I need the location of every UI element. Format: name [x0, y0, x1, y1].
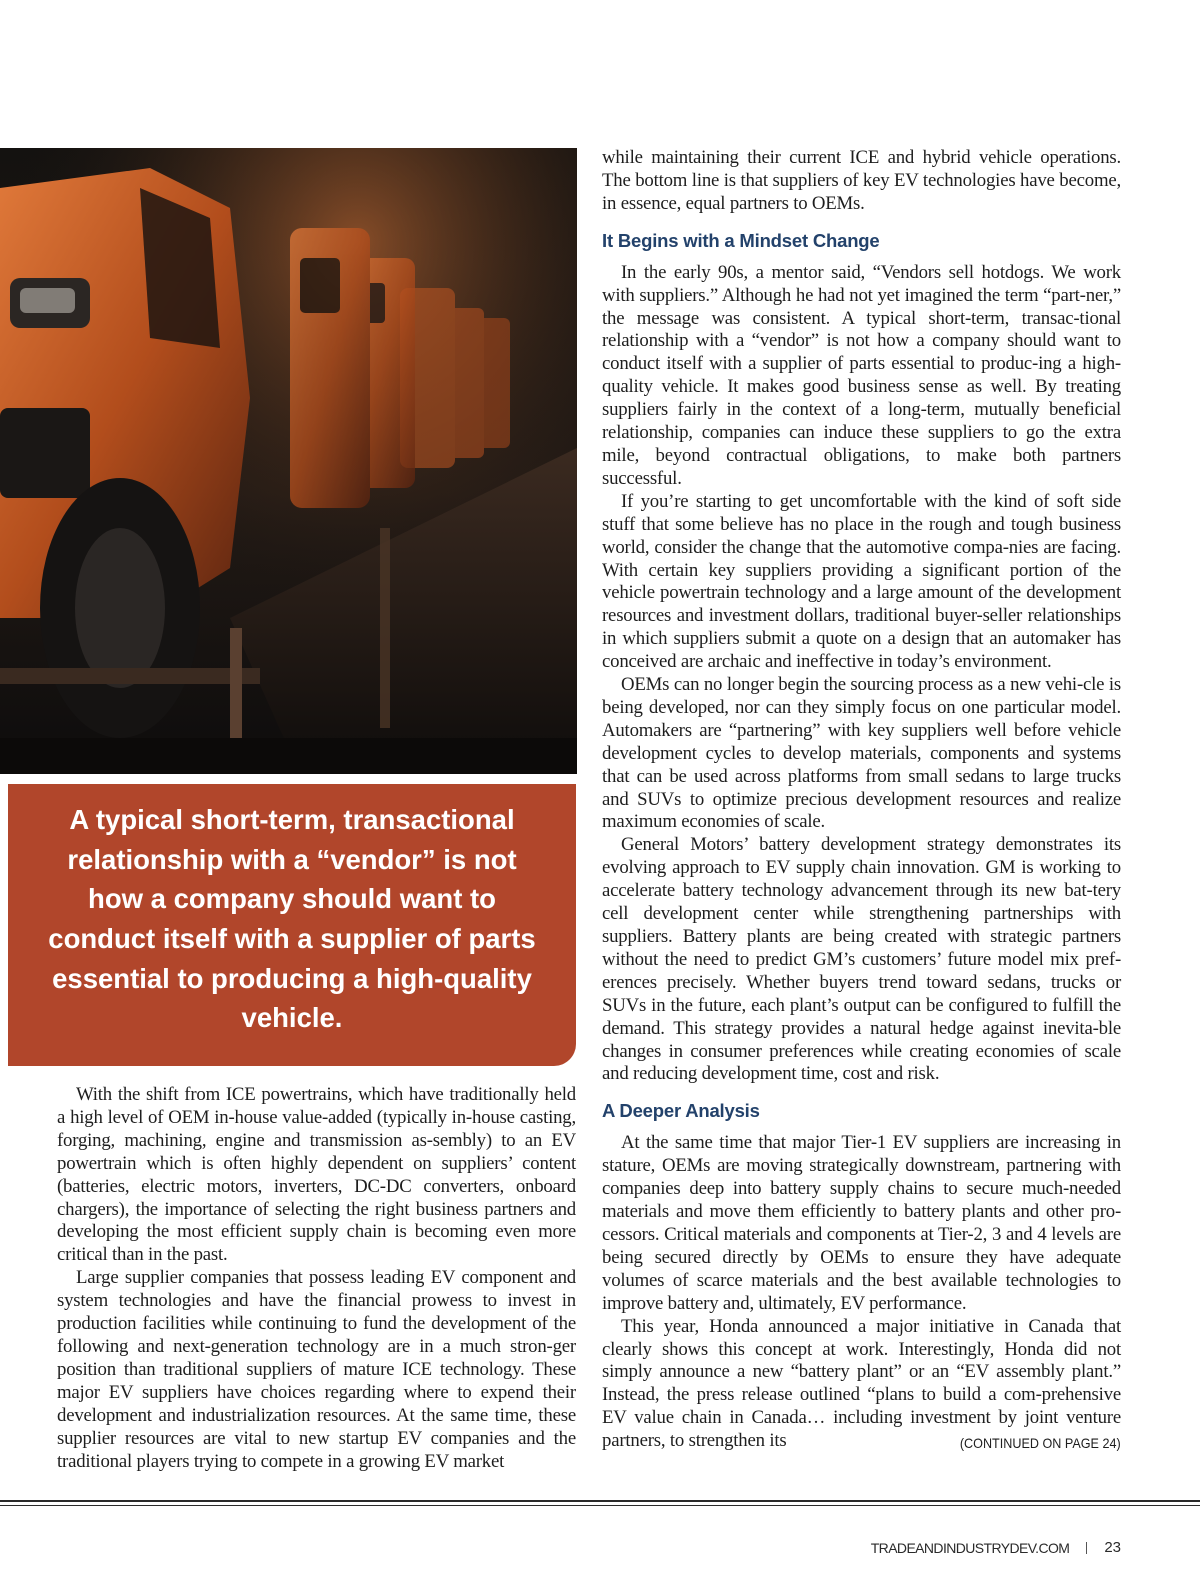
- site-url[interactable]: TRADEANDINDUSTRYDEV.COM: [870, 1539, 1070, 1556]
- footer-rule: [0, 1500, 1200, 1502]
- body-paragraph: General Motors’ battery development strategy demonstrates its evolving approach to EV supply chain innovation. GM is working to accelerate battery technology advancement through its new bat-tery cell development center while strengthening partnerships with suppliers. Battery plants are being created with strategic partners without the need to predict GM’s customers’ future model mix pref-erences precisely. Whether buyers trend toward sedans, trucks or SUVs in the future, each plant’s output can be configured to fulfill the demand. This strategy provides a natural hedge against inevita-ble changes in consumer preferences while creating economies of scale and reducing development time, cost and risk.: [602, 834, 1121, 1085]
- body-paragraph-last: [602, 1316, 1121, 1453]
- left-column: [57, 1084, 576, 1473]
- body-paragraph-continued: while maintaining their current ICE and hybrid vehicle operations. The bottom line is that suppliers of key EV technologies have become, in essence, equal partners to OEMs.: [602, 147, 1121, 214]
- body-paragraph: If you’re starting to get uncomfortable with the kind of soft side stuff that some believe has no place in the rough and tough business world, consider the change that the automotive compa-nies are facing. With certain key suppliers providing a significant portion of the vehicle powertrain technology and a large amount of the development resources and investment dollars, traditional buyer-seller relationships in which suppliers submit a quote on a design that an automaker has conceived are archaic and ineffective in today’s environment.: [602, 490, 1121, 673]
- assembly-line-illustration: [0, 148, 577, 774]
- body-paragraph: OEMs can no longer begin the sourcing process as a new vehi-cle is being developed, nor can they simply focus on one particular model. Automakers are “partnering” with key suppliers well before vehicle development cycles to develop materials, components and systems that can be used across platforms from small sedans to large trucks and SUVs to optimize precious development resources and realize maximum economies of scale.: [602, 674, 1121, 833]
- pull-quote-text: A typical short-term, transactional relationship with a “vendor” is not how a company should want to conduct itself with a supplier of parts essential to producing a high-quality vehicle.: [48, 804, 536, 1034]
- pull-quote-box: [8, 784, 576, 1066]
- body-paragraph: With the shift from ICE powertrains, which have traditionally held a high level of OEM in-house value-added (typically in-house casting, forging, machining, engine and transmission as-sembly) to an EV powertrain which is often highly dependent on suppliers’ content (batteries, electric motors, inverters, DC-DC converters, onboard chargers), the importance of selecting the right business partners and developing the most efficient supply chain is becoming even more critical than in the past.: [57, 1084, 576, 1266]
- body-paragraph: At the same time that major Tier-1 EV suppliers are increasing in stature, OEMs are moving strategically downstream, partnering with companies deep into battery supply chains to secure much-needed materials and move them efficiently to battery plants and other pro-cessors. Critical materials and components at Tier-2, 3 and 4 levels are being secured directly by OEMs to ensure they have adequate volumes of scarce materials and the best available technologies to improve battery and, ultimately, EV performance.: [602, 1132, 1121, 1314]
- body-paragraph: Large supplier companies that possess leading EV component and system technologies and have the financial prowess to invest in production facilities while continuing to fund the development of the following and next-generation technology are in a much stron-ger position than traditional suppliers of mature ICE technology. These major EV suppliers have choices regarding where to expend their development and industrialization resources. At the same time, these supplier resources are vital to new startup EV companies and the traditional players trying to compete in a growing EV market: [57, 1267, 576, 1472]
- assembly-line-photo: [0, 148, 577, 774]
- right-column: [602, 147, 1121, 1455]
- continued-note: (CONTINUED ON PAGE 24): [960, 1435, 1121, 1452]
- body-paragraph-text: This year, Honda announced a major initiative in Canada that clearly shows this concept at work. Interestingly, Honda did not simply announce a new “battery plant” or an “EV assembly plant.” Instead, the press release outlined “plans to build a com-prehensive EV value chain in Canada… including investment by joint venture partners, to strengthen its: [602, 1315, 1121, 1452]
- section-heading: It Begins with a Mindset Change: [602, 229, 880, 251]
- section-heading: A Deeper Analysis: [602, 1100, 760, 1122]
- footer-separator: [1086, 1542, 1087, 1554]
- body-paragraph: In the early 90s, a mentor said, “Vendors sell hotdogs. We work with suppliers.” Although he had not yet imagined the term “part-ner,” the message was consistent. A typical short-term, transac-tional relationship with a “vendor” is not how a company should want to conduct itself with a supplier of parts essential to produc-ing a high-quality vehicle. It makes good business sense as well. By treating suppliers fairly in the context of a long-term, mutually beneficial relationship, companies can induce these suppliers to go the extra mile, beyond contractual obligations, to make both partners successful.: [602, 261, 1121, 489]
- page-number: 23: [1104, 1539, 1121, 1556]
- footer-rule-thin: [0, 1505, 1200, 1506]
- page-footer: [871, 1539, 1121, 1556]
